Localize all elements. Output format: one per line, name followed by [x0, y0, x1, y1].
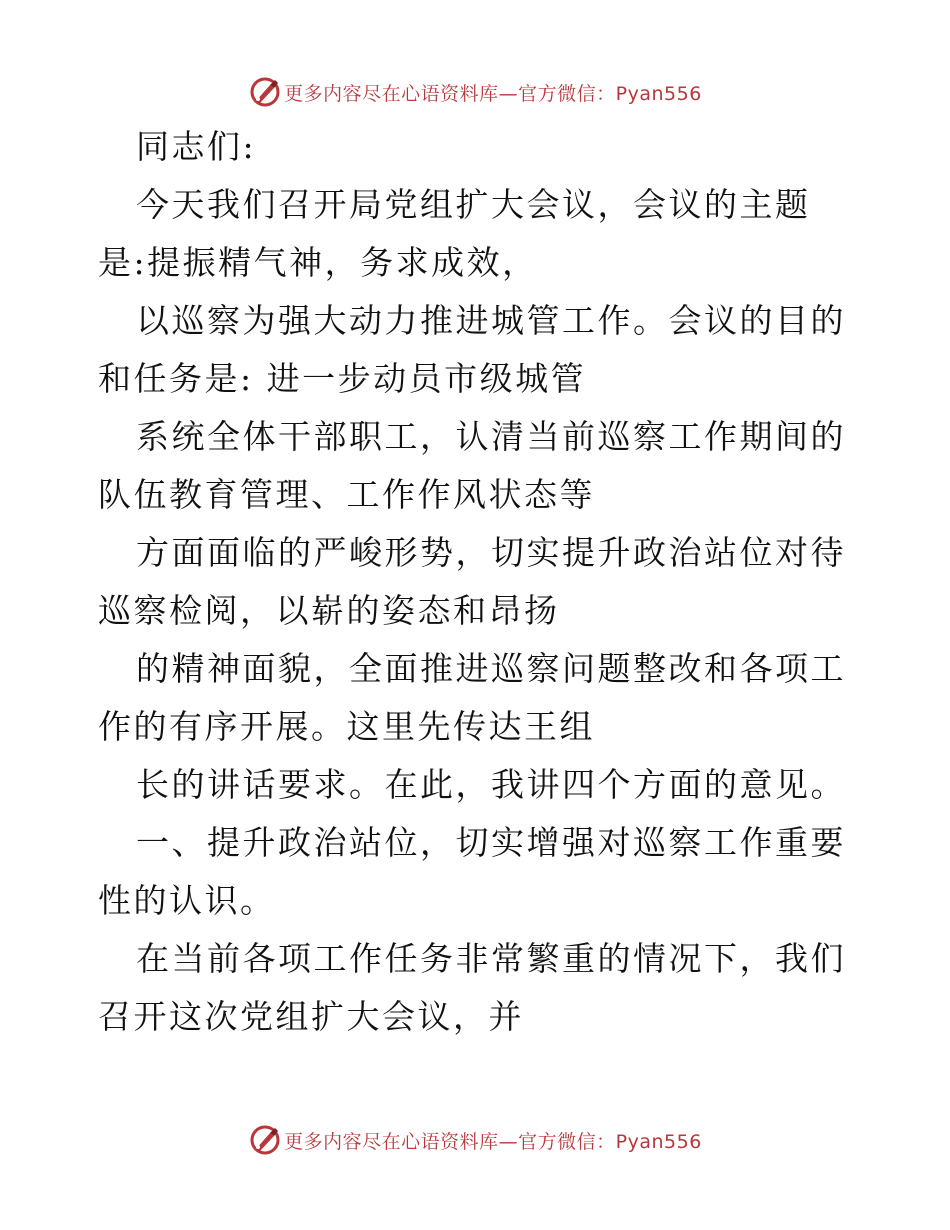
- header-banner-text: 更多内容尽在心语资料库—官方微信：Pyan556: [284, 82, 702, 105]
- paragraph: 的精神面貌，全面推进巡察问题整改和各项工作的有序开展。这里先传达王组: [98, 649, 846, 746]
- paragraph: 系统全体干部职工，认清当前巡察工作期间的队伍教育管理、工作作风状态等: [98, 417, 846, 514]
- paragraph: 在当前各项工作任务非常繁重的情况下，我们召开这次党组扩大会议，并: [98, 939, 846, 1036]
- paragraph: 以巡察为强大动力推进城管工作。会议的目的和任务是: 进一步动员市级城管: [98, 301, 846, 398]
- paragraph-greeting: 同志们:: [136, 127, 257, 166]
- footer-banner-text: 更多内容尽在心语资料库—官方微信：Pyan556: [284, 1130, 702, 1153]
- pen-emblem-icon: [248, 75, 282, 109]
- section-heading: 一、提升政治站位，切实增强对巡察工作重要性的认识。: [98, 823, 846, 920]
- paragraph: 今天我们召开局党组扩大会议，会议的主题是:提振精气神，务求成效，: [98, 185, 811, 282]
- document-body: [98, 118, 858, 1046]
- paragraph: 长的讲话要求。在此，我讲四个方面的意见。: [136, 765, 846, 804]
- footer-banner: [0, 1118, 950, 1162]
- header-banner: [0, 70, 950, 114]
- paragraph: 方面面临的严峻形势，切实提升政治站位对待巡察检阅，以崭的姿态和昂扬: [98, 533, 846, 630]
- pen-emblem-icon: [248, 1123, 282, 1157]
